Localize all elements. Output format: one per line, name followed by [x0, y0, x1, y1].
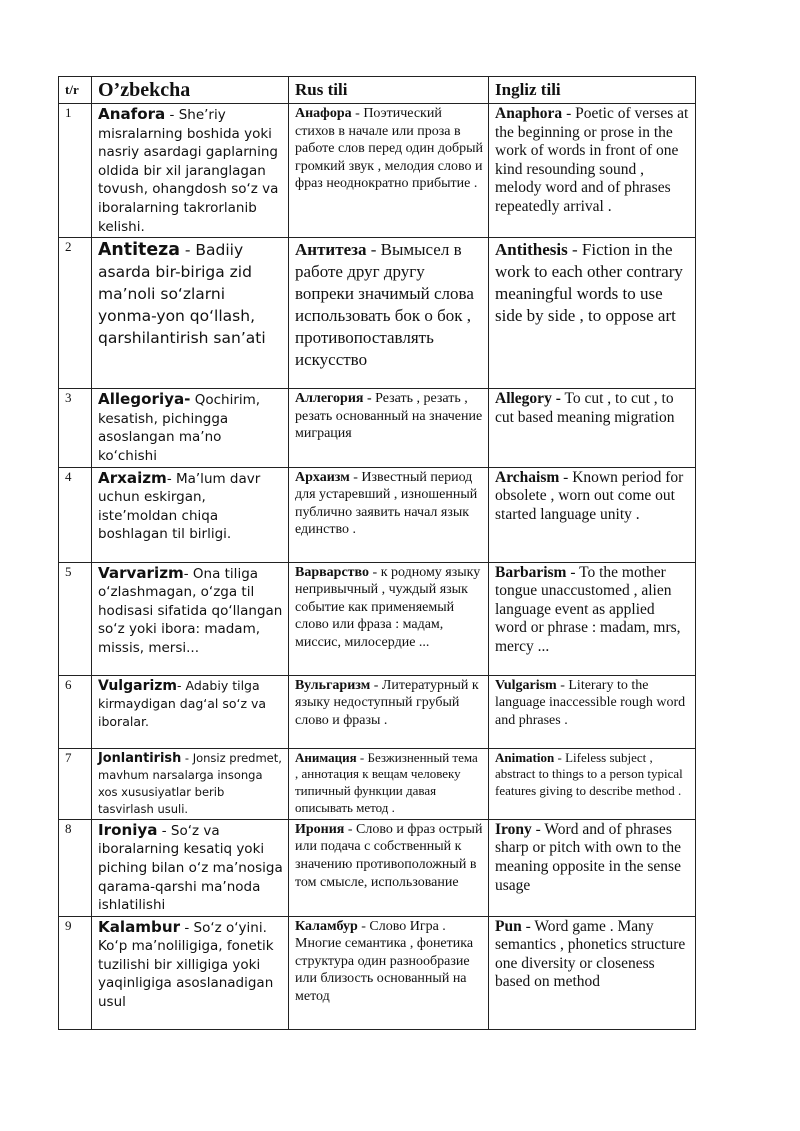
table-header-row [59, 77, 696, 104]
uzbek-definition: - So‘z o‘yini. Ko‘p ma’noliligiga, fonetik tuzilishi bir xilligiga yoki yaqinligiga asoslanadigan usul [98, 919, 274, 1011]
russian-term: Анафора [295, 106, 352, 121]
uzbek-cell [92, 467, 289, 562]
english-definition: - Word game . Many semantics , phonetics structure one diversity or closeness based on method [495, 917, 686, 991]
uzbek-term: Arxaizm [98, 468, 167, 487]
russian-cell [289, 467, 489, 562]
row-number: 9 [59, 916, 92, 1029]
russian-term: Ирония [295, 821, 345, 837]
english-cell [489, 104, 696, 238]
table-row [59, 562, 696, 675]
english-definition: - Literary to the language inaccessible rough word and phrases . [495, 677, 686, 728]
russian-definition: - Литературный к языку недоступный грубый слово и фразы . [295, 677, 479, 728]
english-definition: - Fiction in the work to each other contrary meaningful words to use side by side , to oppose art [495, 240, 683, 326]
english-term: Allegory - [495, 390, 561, 408]
russian-cell [289, 916, 489, 1029]
english-cell [489, 389, 696, 467]
english-term: Irony [495, 820, 532, 838]
english-cell [489, 562, 696, 675]
english-cell [489, 238, 696, 389]
russian-cell [289, 238, 489, 389]
uzbek-definition: - Ona tiliga o‘zlashmagan, o‘zga til hodisasi sifatida qo‘llangan so‘z yoki ibora: madam, missis, mersi... [98, 565, 283, 656]
russian-cell [289, 748, 489, 819]
uzbek-cell [92, 562, 289, 675]
russian-definition: - Слово Игра . Многие семантика , фонетика структура один разнообразие или близость основанный на метод [295, 918, 474, 1005]
english-definition: - Lifeless subject , abstract to things to a person typical features giving to describe method . [495, 749, 683, 799]
english-definition: - Known period for obsolete , worn out come out started language unity . [495, 468, 684, 523]
english-term: Anaphora [495, 105, 563, 122]
english-definition: To cut , to cut , to cut based meaning migration [495, 390, 675, 426]
english-cell [489, 748, 696, 819]
russian-definition: - Вымысел в работе друг другу вопреки значимый слова использовать бок о бок , противопоставлять искусство [295, 240, 474, 370]
table-row [59, 467, 696, 562]
row-number: 7 [59, 748, 92, 819]
russian-definition: - Слово и фраз острый или подача с собственный к значению противоположный в том смысле, использование [295, 821, 483, 890]
row-number: 1 [59, 104, 92, 238]
english-cell [489, 916, 696, 1029]
russian-definition: - к родному языку непривычный , чуждый язык событие как применяемый слово или фраза : мадам, миссис, милосердие ... [295, 564, 481, 650]
glossary-table [58, 76, 696, 1030]
uzbek-term: Anafora [98, 105, 166, 123]
uzbek-term: Jonlantirish [98, 750, 182, 766]
russian-term: Варварство [295, 564, 370, 580]
uzbek-cell [92, 238, 289, 389]
english-cell [489, 675, 696, 748]
russian-cell [289, 104, 489, 238]
russian-cell [289, 389, 489, 467]
uzbek-definition: Qochirim, kesatish, pichingga asoslangan ma’no ko‘chishi [98, 392, 261, 464]
uzbek-term: Kalambur [98, 917, 181, 936]
header-english: Ingliz tili [489, 77, 696, 104]
russian-definition: Резать , резать , резать основанный на значение миграция [295, 391, 483, 442]
english-cell [489, 467, 696, 562]
row-number: 2 [59, 238, 92, 389]
english-term: Pun [495, 917, 522, 935]
uzbek-definition: - Jonsiz predmet, mavhum narsalarga insonga xos xususiyatlar berib tasvirlash usuli. [98, 750, 282, 816]
uzbek-term: Allegoriya- [98, 390, 191, 409]
header-number: t/r [59, 77, 92, 104]
uzbek-cell [92, 819, 289, 916]
uzbek-term: Antiteza [98, 240, 180, 261]
uzbek-cell [92, 916, 289, 1029]
table-row [59, 916, 696, 1029]
english-definition: - To the mother tongue unaccustomed , alien language event as applied word or phrase : madam, mrs, mercy ... [495, 563, 681, 655]
uzbek-definition: - So‘z va iboralarning kesatiq yoki piching bilan o‘z ma’nosiga qarama-qarshi ma’noda ishlatilishi [98, 822, 283, 914]
english-term: Barbarism [495, 563, 567, 581]
row-number: 4 [59, 467, 92, 562]
russian-definition: - Безжизненный тема , аннотация к вещам человеку типичный функции давая описывать метод . [295, 749, 478, 815]
english-term: Archaism [495, 468, 560, 486]
row-number: 5 [59, 562, 92, 675]
row-number: 3 [59, 389, 92, 467]
english-term: Vulgarism [495, 677, 557, 693]
russian-term: Архаизм [295, 469, 350, 485]
russian-term: Вульгаризм [295, 677, 371, 693]
uzbek-definition: - Badiiy asarda bir-biriga zid ma’noli so‘zlarni yonma-yon qo‘llash, qarshilantirish san’ati [98, 241, 266, 348]
uzbek-cell [92, 675, 289, 748]
english-term: Antithesis [495, 240, 568, 260]
english-cell [489, 819, 696, 916]
russian-term: Анимация [295, 749, 357, 765]
header-russian: Rus tili [289, 77, 489, 104]
english-term: Animation [495, 749, 555, 765]
russian-term: Каламбур [295, 918, 358, 934]
row-number: 6 [59, 675, 92, 748]
table-row [59, 238, 696, 389]
table-row [59, 675, 696, 748]
uzbek-definition: - She’riy misralarning boshida yoki nasriy asardagi gaplarning oldida bir xil jaranglagan tovush, ohangdosh so‘z va iboralarning takrorlanib kelishi. [98, 107, 279, 235]
uzbek-cell [92, 104, 289, 238]
english-definition: - Poetic of verses at the beginning or prose in the work of words in front of one kind resounding sound , melody word and of phrases repeatedly arrival . [495, 105, 689, 215]
table-row [59, 819, 696, 916]
uzbek-cell [92, 389, 289, 467]
russian-cell [289, 819, 489, 916]
russian-definition: - Поэтический стихов в начале или проза в работе слов перед один добрый громкий звук , мелодия слово и фраз неоднократно прибытие . [295, 106, 484, 192]
russian-term: Антитеза [295, 240, 367, 260]
russian-cell [289, 675, 489, 748]
uzbek-definition: - Adabiy tilga kirmaydigan dag‘al so‘z va iboralar. [98, 677, 267, 729]
table-row [59, 389, 696, 467]
uzbek-definition: - Ma’lum davr uchun eskirgan, iste’moldan chiqa boshlagan til birligi. [98, 470, 261, 543]
table-row [59, 748, 696, 819]
uzbek-term: Varvarizm [98, 563, 184, 582]
header-uzbek: O’zbekcha [92, 77, 289, 104]
russian-definition: - Известный период для устаревший , изношенный публично заявить начал язык единство . [295, 469, 478, 538]
table-row [59, 104, 696, 238]
uzbek-cell [92, 748, 289, 819]
uzbek-term: Ironiya [98, 820, 158, 839]
row-number: 8 [59, 819, 92, 916]
english-definition: - Word and of phrases sharp or pitch with own to the meaning opposite in the sense usage [495, 820, 681, 894]
uzbek-term: Vulgarizm [98, 677, 178, 694]
russian-cell [289, 562, 489, 675]
russian-term: Аллегория - [295, 391, 372, 407]
